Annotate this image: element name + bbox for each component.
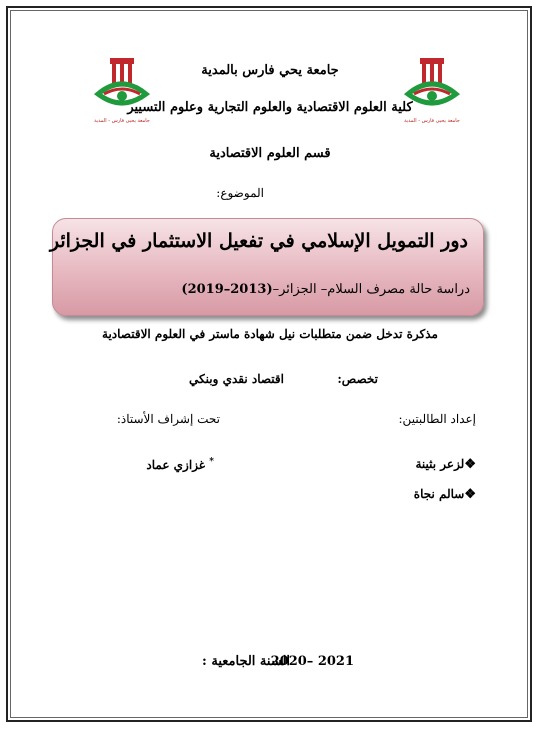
students-label: إعداد الطالبتين: [398, 412, 476, 426]
student-name-text: لزعر بثينة [415, 457, 465, 471]
academic-year-label: السنة الجامعية : [202, 654, 290, 669]
thesis-subtitle [181, 282, 470, 297]
supervisor-label: تحت إشراف الأستاذ: [116, 412, 220, 426]
thesis-subtitle-text: دراسة حالة مصرف السلام– الجزائر– [272, 282, 470, 297]
student-name-2 [414, 487, 476, 502]
diamond-bullet-icon: ❖ [464, 457, 476, 472]
department-name: قسم العلوم الاقتصادية [209, 146, 331, 161]
faculty-name: كلية العلوم الاقتصادية والعلوم التجارية وعلوم التسيير [127, 100, 413, 115]
supervisor-name-text: غزازي عماد [146, 458, 206, 472]
diamond-bullet-icon: ❖ [464, 487, 476, 502]
memo-note: مذكرة تدخل ضمن متطلبات نيل شهادة ماستر في العلوم الاقتصادية [102, 327, 438, 341]
specialization-label: تخصص: [337, 372, 378, 386]
subject-label: الموضوع: [216, 186, 264, 200]
thesis-title: دور التمويل الإسلامي في تفعيل الاستثمار في الجزائر [49, 230, 468, 252]
supervisor-name [146, 457, 214, 472]
student-name-1 [415, 457, 476, 472]
star-icon: * [209, 457, 214, 467]
logo-caption-left: جامعة يحيى فارس - المدية [94, 118, 150, 124]
thesis-years: (2013–2019) [181, 282, 273, 297]
student-name-text: سالم نجاة [413, 487, 465, 501]
university-name: جامعة يحي فارس بالمدية [201, 63, 339, 78]
logo-caption-right: جامعة يحيى فارس - المدية [404, 118, 460, 124]
academic-year-value: 2020– 2021 [270, 654, 354, 669]
specialization-value: اقتصاد نقدي وبنكي [189, 372, 284, 386]
